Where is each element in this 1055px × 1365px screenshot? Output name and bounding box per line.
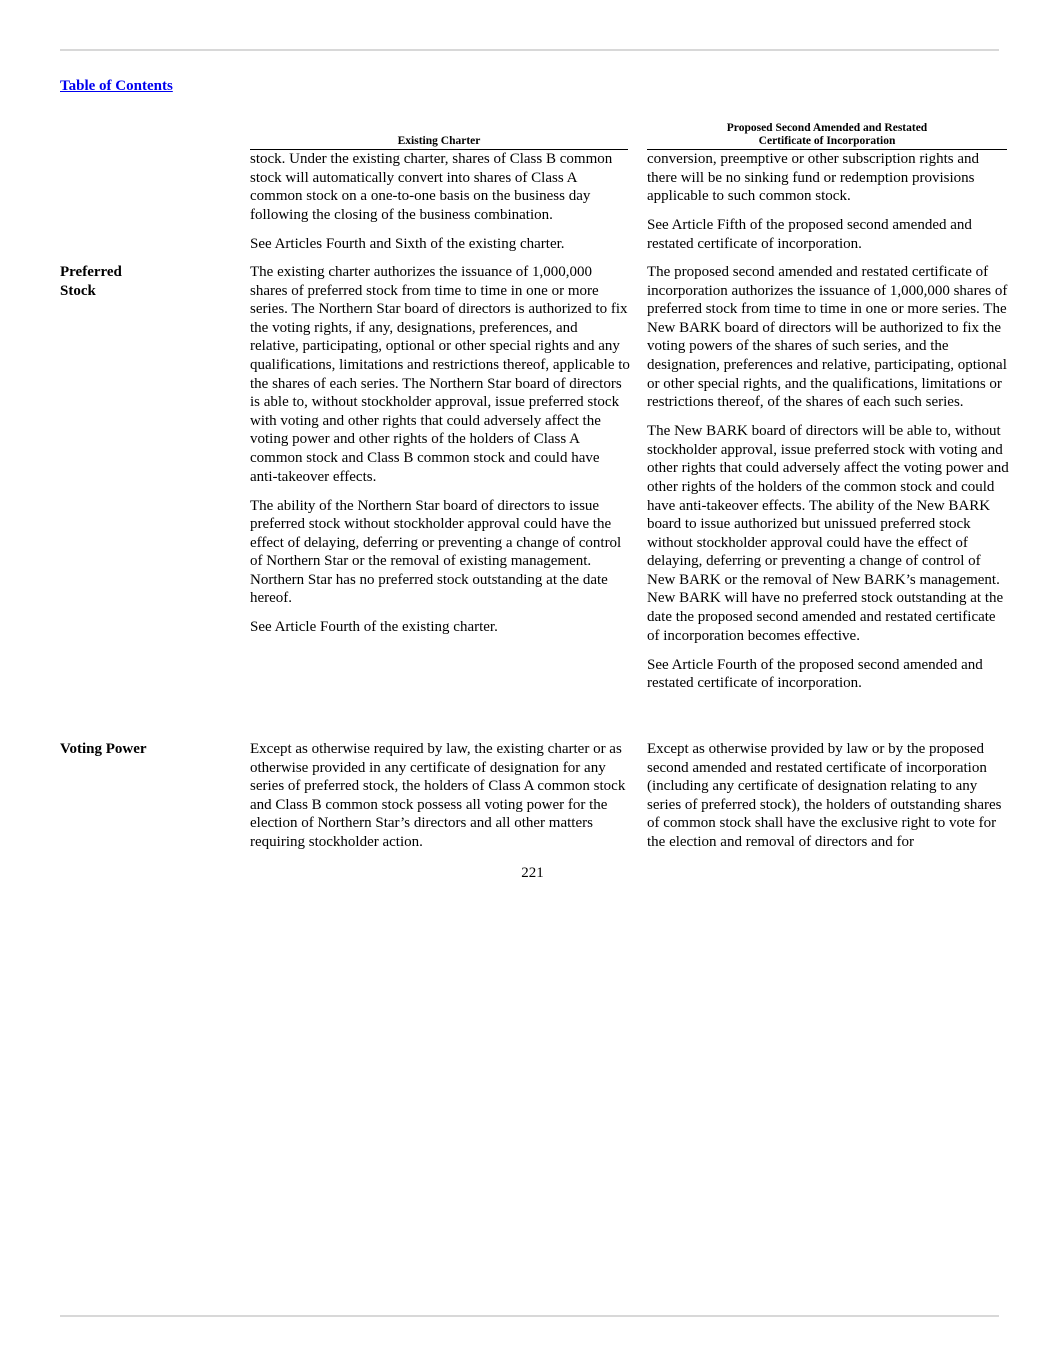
- table-of-contents-link[interactable]: Table of Contents: [60, 78, 173, 94]
- bottom-divider: [60, 1315, 999, 1317]
- top-divider: [60, 49, 999, 51]
- row-label-line: Stock: [60, 282, 96, 299]
- paragraph: See Article Fourth of the proposed second amended and restated certificate of incorporation.: [647, 656, 983, 692]
- paragraph: See Articles Fourth and Sixth of the existing charter.: [250, 235, 565, 252]
- proposed-cell-continuation: [647, 150, 1009, 264]
- paragraph: stock. Under the existing charter, shares of Class B common stock will automatically convert into shares of Class A common stock on a one-to-one basis on the business day following the closing of the business combination.: [250, 151, 613, 223]
- paragraph: The proposed second amended and restated certificate of incorporation authorizes the issuance of 1,000,000 shares of preferred stock from time to time in one or more series. The New BARK board of directors will be authorized to fix the voting powers of the shares of such series, and the designation, preferences and relative, participating, optional or other special rights, and the qualifications, limitations or restrictions thereof, of the shares of each such series.: [647, 264, 1008, 411]
- paragraph: The existing charter authorizes the issuance of 1,000,000 shares of preferred stock from time to time in one or more series. The Northern Star board of directors is authorized to fix the voting rights, if any, designations, preferences, and relative, participating, optional or other special rights and any qualifications, limitations and restrictions thereof, applicable to the shares of each series. The Northern Star board of directors is able to, without stockholder approval, issue preferred stock with voting and other rights that could adversely affect the voting power and other rights of the holders of Class A common stock and Class B common stock and could have anti-takeover effects.: [250, 264, 630, 485]
- row-label-line: Preferred: [60, 264, 122, 280]
- row-label-voting-power: Voting Power: [60, 741, 147, 757]
- proposed-cell-preferred-stock: [647, 263, 1009, 703]
- paragraph: conversion, preemptive or other subscription rights and there will be no sinking fund or redemption provisions applicable to such common stock.: [647, 151, 980, 205]
- paragraph: See Article Fifth of the proposed second amended and restated certificate of incorporation.: [647, 217, 972, 252]
- column-header-proposed-charter: [647, 122, 1007, 150]
- existing-cell-preferred-stock: [250, 263, 630, 647]
- column-header-existing-charter: [250, 135, 628, 150]
- paragraph: The New BARK board of directors will be able to, without stockholder approval, issue preferred stock with voting and other rights that could adversely affect the voting power and other rights of the holders of the common stock and could have anti-takeover effects. The ability of the New BARK board to issue authorized but unissued preferred stock without stockholder approval could have the effect of delaying, deferring or preventing a change of control of New BARK or the removal of New BARK’s management. New BARK will have no preferred stock outstanding at the date the proposed second amended and restated certificate of incorporation becomes effective.: [647, 423, 1009, 644]
- column-header-existing-label: Existing Charter: [397, 135, 481, 147]
- paragraph: The ability of the Northern Star board of directors to issue preferred stock without stockholder approval could have the effect of delaying, deferring or preventing a change of control of Northern Star or the removal of existing management. Northern Star has no preferred stock outstanding at the date hereof.: [250, 497, 622, 607]
- row-label-preferred-stock: [60, 263, 180, 300]
- existing-cell-voting-power: [250, 740, 630, 862]
- paragraph: Except as otherwise provided by law or by the proposed second amended and restated certificate of incorporation (including any certificate of designation relating to any series of preferred stock), the holders of outstanding shares of common stock shall have the exclusive right to vote for the election and removal of directors and for: [647, 741, 1002, 850]
- proposed-cell-voting-power: [647, 740, 1009, 862]
- paragraph: Except as otherwise required by law, the existing charter or as otherwise provided in any certificate of designation for any series of preferred stock, the holders of Class A common stock and Class B common stock possess all voting power for the election of Northern Star’s directors and all other matters requiring stockholder action.: [250, 741, 626, 850]
- paragraph: See Article Fourth of the existing charter.: [250, 619, 498, 636]
- column-header-proposed-line1: Proposed Second Amended and Restated: [726, 122, 928, 134]
- column-header-proposed-line2: Certificate of Incorporation: [758, 135, 896, 147]
- page-number: 221: [521, 865, 544, 881]
- existing-cell-continuation: [250, 150, 630, 264]
